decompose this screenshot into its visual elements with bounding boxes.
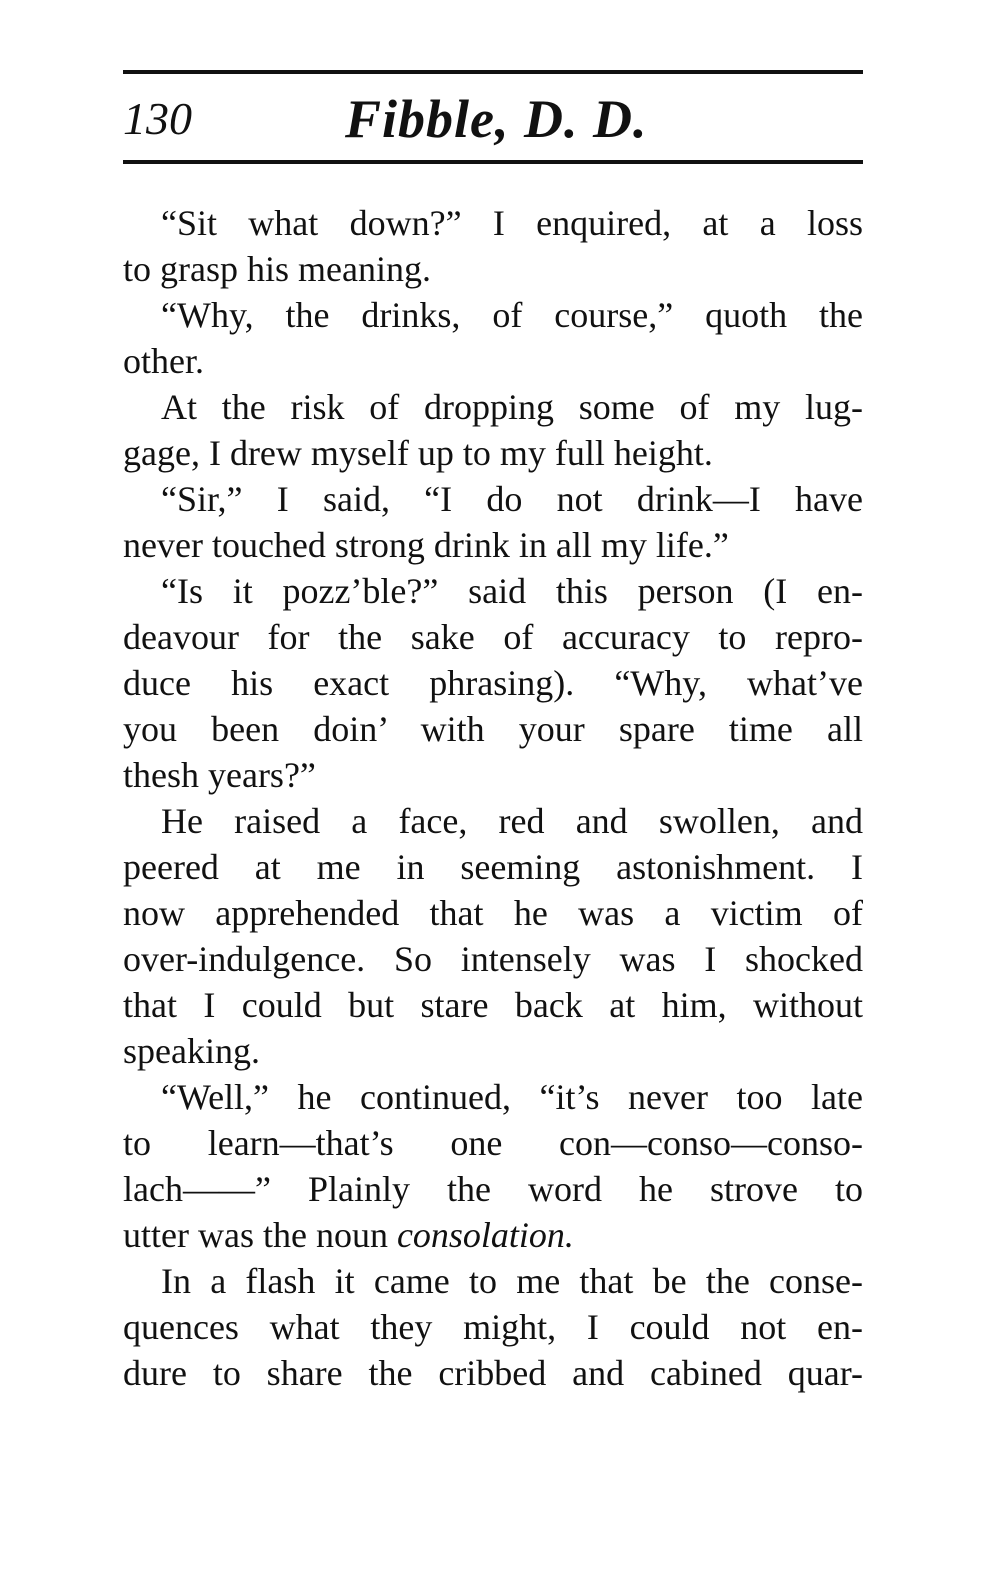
text-line <box>123 568 863 614</box>
text-line <box>123 844 863 890</box>
text-line-content: At the risk of dropping some of my lug- <box>161 387 863 427</box>
text-line <box>123 430 863 476</box>
text-line-content: that I could but stare back at him, without <box>123 985 863 1025</box>
text-line-content: “Why, the drinks, of course,” quoth the <box>161 295 863 335</box>
text-line-content: you been doin’ with your spare time all <box>123 709 863 749</box>
text-line-content: speaking. <box>123 1031 260 1071</box>
running-title: Fibble, D. D. <box>345 89 648 149</box>
text-line <box>123 706 863 752</box>
text-line-content: never touched strong drink in all my life.” <box>123 525 729 565</box>
text-line <box>123 1212 863 1258</box>
text-line <box>123 936 863 982</box>
text-line <box>123 292 863 338</box>
text-line-content: other. <box>123 341 204 381</box>
text-line <box>123 614 863 660</box>
text-line-content: gage, I drew myself up to my full height. <box>123 433 713 473</box>
text-line-content: utter was the noun <box>123 1215 397 1255</box>
text-line <box>123 890 863 936</box>
text-line-content: over-indulgence. So intensely was I shocked <box>123 939 863 979</box>
running-head <box>123 84 863 154</box>
text-line <box>123 476 863 522</box>
text-line <box>123 246 863 292</box>
text-line <box>123 1258 863 1304</box>
text-line-content: now apprehended that he was a victim of <box>123 893 863 933</box>
text-line <box>123 660 863 706</box>
text-line-content: lach——” Plainly the word he strove to <box>123 1169 863 1209</box>
text-line <box>123 1350 863 1396</box>
text-line <box>123 1074 863 1120</box>
text-line-content: He raised a face, red and swollen, and <box>161 801 863 841</box>
text-line-content: dure to share the cribbed and cabined quar- <box>123 1353 863 1393</box>
text-line <box>123 338 863 384</box>
text-line <box>123 522 863 568</box>
text-line <box>123 1028 863 1074</box>
text-line-content: “Is it pozz’ble?” said this person (I en- <box>161 571 863 611</box>
text-line <box>123 200 863 246</box>
text-line-content: “Sit what down?” I enquired, at a loss <box>161 203 863 243</box>
text-line-content: deavour for the sake of accuracy to repro- <box>123 617 863 657</box>
text-line-content: thesh years?” <box>123 755 316 795</box>
text-line <box>123 384 863 430</box>
text-line <box>123 1304 863 1350</box>
header-rule-bottom <box>123 160 863 164</box>
text-line <box>123 752 863 798</box>
text-line-content: “Sir,” I said, “I do not drink—I have <box>161 479 863 519</box>
text-line <box>123 982 863 1028</box>
text-line-content: to learn—that’s one con—conso—conso- <box>123 1123 863 1163</box>
text-line <box>123 798 863 844</box>
text-line-content: to grasp his meaning. <box>123 249 431 289</box>
text-line-content: duce his exact phrasing). “Why, what’ve <box>123 663 863 703</box>
body-text <box>123 200 863 1396</box>
text-line-content: In a flash it came to me that be the conse- <box>161 1261 863 1301</box>
text-line-content: “Well,” he continued, “it’s never too late <box>161 1077 863 1117</box>
text-line <box>123 1120 863 1166</box>
page-number: 130 <box>123 93 192 144</box>
text-line-content: quences what they might, I could not en- <box>123 1307 863 1347</box>
text-line <box>123 1166 863 1212</box>
header-rule-top <box>123 70 863 74</box>
text-line-content: peered at me in seeming astonishment. I <box>123 847 863 887</box>
emphasized-word: consolation. <box>396 1215 574 1255</box>
